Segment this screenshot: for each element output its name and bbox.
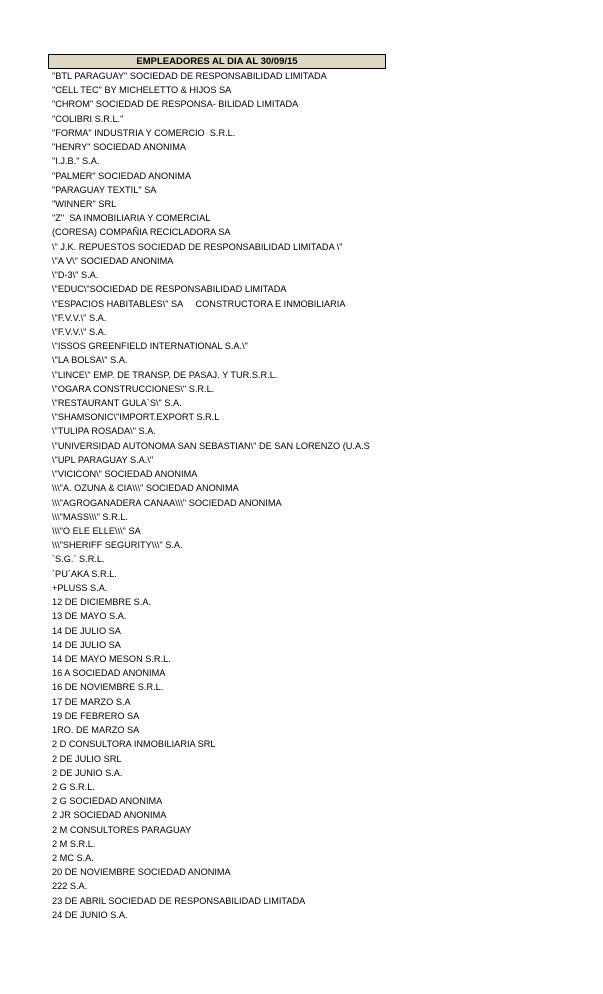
list-item: "PALMER" SOCIEDAD ANONIMA xyxy=(52,170,192,181)
list-item: 14 DE JULIO SA xyxy=(52,639,121,650)
list-item: "CHROM" SOCIEDAD DE RESPONSA- BILIDAD LIMITADA xyxy=(52,99,299,110)
list-item: 13 DE MAYO S.A. xyxy=(52,611,127,622)
list-item: "Z" SA INMOBILIARIA Y COMERCIAL xyxy=(52,213,211,224)
list-item: \" J.K. REPUESTOS SOCIEDAD DE RESPONSABILIDAD LIMITADA \" xyxy=(52,241,343,252)
list-item: 20 DE NOVIEMBRE SOCIEDAD ANONIMA xyxy=(52,867,231,878)
employer-list xyxy=(48,69,386,922)
list-item: 2 MC S.A. xyxy=(52,853,94,864)
list-item: \\\"A. OZUNA & CIA\\\" SOCIEDAD ANONIMA xyxy=(52,483,239,494)
list-item: `S.G.` S.R.L. xyxy=(52,554,105,565)
list-item: 24 DE JUNIO S.A. xyxy=(52,909,128,920)
list-item: \"TULIPA ROSADA\" S.A. xyxy=(52,426,156,437)
list-item: 2 G SOCIEDAD ANONIMA xyxy=(52,796,163,807)
list-item: "BTL PARAGUAY" SOCIEDAD DE RESPONSABILIDAD LIMITADA xyxy=(52,71,327,81)
list-item: \"F.V.V.\" S.A. xyxy=(52,312,107,323)
list-item: 23 DE ABRIL SOCIEDAD DE RESPONSABILIDAD LIMITADA xyxy=(52,895,306,906)
list-item: "CELL TEC" BY MICHELETTO & HIJOS SA xyxy=(52,85,232,96)
list-item: 2 DE JULIO SRL xyxy=(52,753,122,764)
list-item: \\\"MASS\\\" S.R.L. xyxy=(52,511,128,522)
list-item: \"RESTAURANT GULA`S\" S.A. xyxy=(52,398,182,409)
list-item: \"UPL PARAGUAY S.A.\" xyxy=(52,454,154,465)
list-item: \"EDUC\"SOCIEDAD DE RESPONSABILIDAD LIMITADA xyxy=(52,284,287,295)
list-item: 2 JR SOCIEDAD ANONIMA xyxy=(52,810,167,821)
list-item: 2 M S.R.L. xyxy=(52,838,96,849)
list-item: \"ISSOS GREENFIELD INTERNATIONAL S.A.\" xyxy=(52,341,248,352)
list-item: 12 DE DICIEMBRE S.A. xyxy=(52,597,152,608)
employer-list-sheet xyxy=(48,54,386,922)
list-item: \"SHAMSONIC\"IMPORT.EXPORT S.R.L xyxy=(52,412,220,423)
list-item: 14 DE MAYO MESON S.R.L. xyxy=(52,653,171,664)
list-item: "COLIBRI S.R.L." xyxy=(52,113,124,124)
list-header: EMPLEADORES AL DIA AL 30/09/15 xyxy=(48,54,386,69)
list-item: \"F.V.V.\" S.A. xyxy=(52,326,107,337)
list-item: \\\"AGROGANADERA CANAA\\\" SOCIEDAD ANONIMA xyxy=(52,497,282,508)
list-item: \"LA BOLSA\" S.A. xyxy=(52,355,128,366)
list-item: 2 G S.R.L. xyxy=(52,781,95,792)
list-item: 2 DE JUNIO S.A. xyxy=(52,767,123,778)
list-item: 2 D CONSULTORA INMOBILIARIA SRL xyxy=(52,739,216,750)
list-item: \"A V\" SOCIEDAD ANONIMA xyxy=(52,255,174,266)
list-item: 14 DE JULIO SA xyxy=(52,625,121,636)
list-item: \"VICICON\" SOCIEDAD ANONIMA xyxy=(52,469,198,480)
list-item: "HENRY" SOCIEDAD ANONIMA xyxy=(52,142,186,153)
list-item: \"UNIVERSIDAD AUTONOMA SAN SEBASTIAN\" DE SAN LORENZO (U.A.S xyxy=(52,440,370,451)
list-item: ´PU´AKA S.R.L. xyxy=(52,568,117,579)
list-item: 1RO. DE MARZO SA xyxy=(52,725,140,736)
list-item: +PLUSS S.A. xyxy=(52,582,108,593)
list-item: "PARAGUAY TEXTIL" SA xyxy=(52,184,157,195)
list-item: 222 S.A. xyxy=(52,881,88,892)
list-item: 2 M CONSULTORES PARAGUAY xyxy=(52,824,192,835)
list-item: 16 DE NOVIEMBRE S.R.L. xyxy=(52,682,164,693)
list-item: 17 DE MARZO S.A xyxy=(52,696,131,707)
list-item: \"ESPACIOS HABITABLES\" SA CONSTRUCTORA E INMOBILIARIA xyxy=(52,298,346,309)
list-item: 19 DE FEBRERO SA xyxy=(52,710,140,721)
list-item: \\\"O ELE ELLE\\\" SA xyxy=(52,526,141,536)
list-item: \\\"SHERIFF SEGURITY\\\" S.A. xyxy=(52,540,183,551)
list-item: 16 A SOCIEDAD ANONIMA xyxy=(52,668,166,679)
list-item: \"D-3\" S.A. xyxy=(52,270,99,281)
list-item: "FORMA" INDUSTRIA Y COMERCIO S.R.L. xyxy=(52,127,236,138)
list-item: "I.J.B." S.A. xyxy=(52,156,100,167)
list-item: "WINNER" SRL xyxy=(52,198,117,209)
list-item: (CORESA) COMPAÑIA RECICLADORA SA xyxy=(52,227,231,238)
list-item: \"OGARA CONSTRUCCIONES\" S.R.L. xyxy=(52,383,215,394)
list-item: \"LINCE\" EMP. DE TRANSP. DE PASAJ. Y TUR.S.R.L. xyxy=(52,369,278,380)
